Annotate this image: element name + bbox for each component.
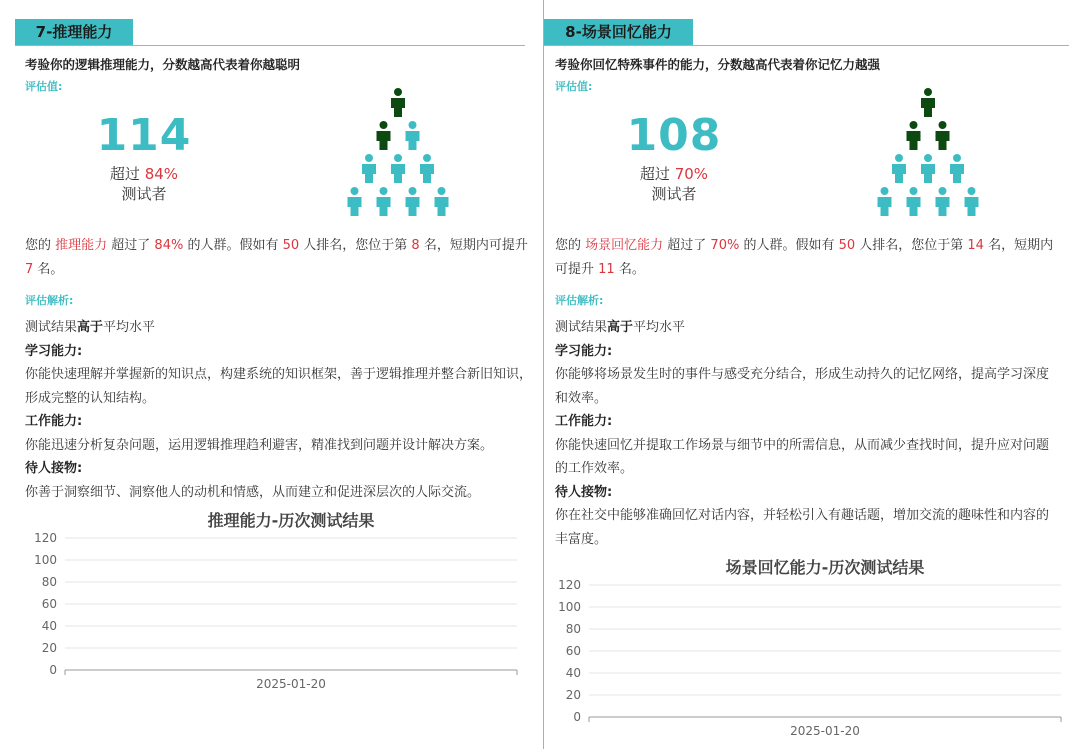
y-tick-label: 60 xyxy=(41,597,57,611)
score-value: 114 xyxy=(96,110,192,161)
section-subtitle: 考验你的逻辑推理能力，分数越高代表着你越聪明 xyxy=(25,57,301,72)
ability-name: 场景回忆能力 xyxy=(585,238,664,253)
summary-part: 超过了 xyxy=(663,238,711,253)
person-icon xyxy=(936,187,950,216)
result-suffix: 平均水平 xyxy=(103,320,156,335)
summary-total: 50 xyxy=(282,238,300,253)
person-icon xyxy=(377,121,391,150)
exceed-line xyxy=(84,164,204,184)
exceed-line xyxy=(614,164,734,184)
summary-improve: 7 xyxy=(25,262,34,277)
person-icon xyxy=(921,88,935,117)
eval-label: 评估值: xyxy=(555,80,593,93)
study-heading: 学习能力: xyxy=(25,343,83,359)
person-icon xyxy=(892,154,906,183)
result-line xyxy=(25,316,535,340)
score-box xyxy=(84,110,204,204)
summary-total: 50 xyxy=(838,238,856,253)
x-tick-label: 2025-01-20 xyxy=(256,677,326,691)
y-tick-label: 40 xyxy=(41,619,57,633)
exceed-prefix: 超过 xyxy=(109,165,140,183)
result-level: 高于 xyxy=(77,320,104,335)
person-icon xyxy=(907,121,921,150)
history-chart xyxy=(25,508,525,698)
summary-part: 人排名，您位于第 xyxy=(855,238,968,253)
y-tick-label: 40 xyxy=(565,666,581,680)
study-text: 你能够将场景发生时的事件与感受充分结合，形成生动持久的记忆网络，提高学习深度和效率。 xyxy=(555,367,1050,406)
y-tick-label: 20 xyxy=(565,688,581,702)
social-heading: 待人接物: xyxy=(555,484,613,500)
person-icon xyxy=(348,187,362,216)
summary-part: 的人群。假如有 xyxy=(183,238,283,253)
social-heading: 待人接物: xyxy=(25,461,83,476)
panel-scene-recall xyxy=(543,0,1068,749)
section-title: 7-推理能力 xyxy=(15,19,133,46)
section-subtitle: 考验你回忆特殊事件的能力，分数越高代表着你记忆力越强 xyxy=(555,57,881,72)
work-heading: 工作能力: xyxy=(555,414,613,429)
summary-part: 的人群。假如有 xyxy=(739,238,839,253)
ability-name: 推理能力 xyxy=(55,238,108,253)
person-icon xyxy=(362,154,376,183)
summary-improve: 11 xyxy=(598,262,615,277)
summary-text xyxy=(25,234,535,282)
analysis-label: 评估解析: xyxy=(555,294,604,307)
y-tick-label: 0 xyxy=(49,663,57,677)
people-pyramid xyxy=(863,88,993,220)
result-prefix: 测试结果 xyxy=(555,320,608,335)
person-icon xyxy=(950,154,964,183)
person-icon xyxy=(391,88,405,117)
result-line xyxy=(555,316,1060,340)
panel-reasoning xyxy=(0,0,533,749)
testers-label: 测试者 xyxy=(121,185,167,203)
study-heading: 学习能力: xyxy=(555,343,613,359)
result-level: 高于 xyxy=(607,320,634,335)
analysis-block xyxy=(555,316,1060,551)
y-tick-label: 60 xyxy=(565,644,581,658)
summary-part: 人排名，您位于第 xyxy=(299,238,412,253)
y-tick-label: 0 xyxy=(573,710,581,724)
testers-label: 测试者 xyxy=(651,185,697,203)
y-tick-label: 120 xyxy=(34,531,57,545)
summary-percent: 70% xyxy=(710,238,740,253)
x-tick-label: 2025-01-20 xyxy=(790,724,860,738)
section-divider xyxy=(15,45,525,46)
summary-rank: 8 xyxy=(411,238,420,253)
y-tick-label: 80 xyxy=(41,575,57,589)
person-icon xyxy=(435,187,449,216)
person-icon xyxy=(965,187,979,216)
study-text: 你能快速理解并掌握新的知识点，构建系统的知识框架，善于逻辑推理并整合新旧知识，形成完整的认知结构。 xyxy=(25,367,533,406)
summary-percent: 84% xyxy=(154,238,184,253)
y-tick-label: 100 xyxy=(558,600,581,614)
person-icon xyxy=(878,187,892,216)
result-prefix: 测试结果 xyxy=(25,320,78,335)
summary-part: 名，短期内可提升 xyxy=(419,238,528,253)
section-title: 8-场景回忆能力 xyxy=(544,19,693,46)
summary-part: 超过了 xyxy=(107,238,155,253)
social-text: 你在社交中能够准确回忆对话内容，并轻松引入有趣话题，增加交流的趣味性和内容的丰富度。 xyxy=(555,508,1050,547)
person-icon xyxy=(406,187,420,216)
exceed-percent: 84% xyxy=(144,165,179,183)
summary-part: 您的 xyxy=(25,238,56,253)
person-icon xyxy=(377,187,391,216)
work-text: 你能迅速分析复杂问题，运用逻辑推理趋利避害，精准找到问题并设计解决方案。 xyxy=(25,437,494,453)
person-icon xyxy=(391,154,405,183)
exceed-prefix: 超过 xyxy=(639,165,670,183)
person-icon xyxy=(907,187,921,216)
summary-part: 名。 xyxy=(33,262,64,277)
eval-label: 评估值: xyxy=(25,80,63,93)
summary-text xyxy=(555,234,1060,282)
section-divider xyxy=(544,45,1069,46)
y-tick-label: 80 xyxy=(565,622,581,636)
chart-title: 场景回忆能力-历次测试结果 xyxy=(725,558,925,577)
result-suffix: 平均水平 xyxy=(633,320,686,335)
people-pyramid xyxy=(333,88,463,220)
social-text: 你善于洞察细节、洞察他人的动机和情感，从而建立和促进深层次的人际交流。 xyxy=(25,484,481,500)
analysis-label: 评估解析: xyxy=(25,294,74,307)
analysis-block xyxy=(25,316,535,504)
score-value: 108 xyxy=(626,110,722,161)
summary-part: 您的 xyxy=(555,238,586,253)
summary-part: 名。 xyxy=(614,262,645,277)
y-tick-label: 100 xyxy=(34,553,57,567)
summary-part: 名，短期内可提升 xyxy=(555,238,1054,277)
y-tick-label: 120 xyxy=(558,578,581,592)
y-tick-label: 20 xyxy=(41,641,57,655)
work-text: 你能快速回忆并提取工作场景与细节中的所需信息，从而减少查找时间，提升应对问题的工作效率。 xyxy=(555,437,1050,476)
history-chart xyxy=(549,555,1069,745)
summary-rank: 14 xyxy=(967,238,984,253)
person-icon xyxy=(936,121,950,150)
score-box xyxy=(614,110,734,204)
person-icon xyxy=(420,154,434,183)
person-icon xyxy=(921,154,935,183)
exceed-percent: 70% xyxy=(674,165,709,183)
work-heading: 工作能力: xyxy=(25,414,83,429)
chart-title: 推理能力-历次测试结果 xyxy=(207,511,375,530)
person-icon xyxy=(406,121,420,150)
